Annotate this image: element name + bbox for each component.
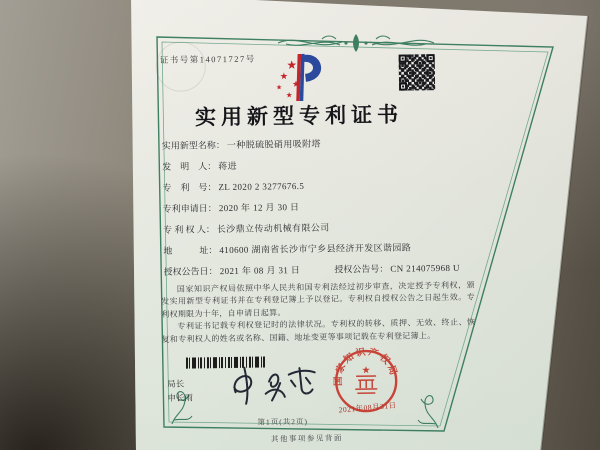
director-title: 局长 — [167, 378, 185, 389]
qr-finder-icon — [399, 54, 407, 62]
field-value: ZL 2020 2 3277676.5 — [218, 180, 305, 192]
field-label: 专 利 号： — [162, 182, 217, 193]
national-emblem-icon — [355, 366, 377, 393]
field-label: 发 明 人： — [162, 161, 217, 172]
logo-p-bowl — [304, 55, 321, 82]
field-value: 410600 湖南省长沙市宁乡县经济开发区谐园路 — [219, 242, 412, 256]
field-value: 2020 年 12 月 30 日 — [218, 202, 300, 214]
field-label: 专利申请日： — [162, 203, 217, 214]
director-name: 申长雨 — [167, 392, 193, 403]
footer-note: 其他事项参见背面 — [270, 433, 344, 444]
field-label: 实用新型名称： — [161, 140, 225, 151]
grant-date-label: 授权公告日： — [163, 266, 218, 277]
director-signature — [224, 360, 322, 409]
legal-paragraph: 专利证书记载专利权登记时的法律状况。专利权的转移、质押、无效、终止、恢复和专利权人的姓名或名称、国籍、地址变更等事项记载在专利登记簿上。 — [161, 317, 476, 344]
seal-org-text: 国家知识产权局 — [334, 347, 399, 387]
grant-no-label: 授权公告号： — [334, 263, 389, 275]
field-value: 长沙鼎立传动机械有限公司 — [216, 222, 330, 235]
certificate-title: 实用新型专利证书 — [194, 102, 404, 130]
page-indicator: 第1页(共2页) — [257, 416, 309, 427]
qr-finder-icon — [399, 82, 407, 90]
field-value: 一种脱硫脱硝用吸附塔 — [226, 138, 321, 151]
legal-paragraph: 国家知识产权局依照中华人民共和国专利法经过初步审查，决定授予专利权，颁发实用新型专利证书并在专利登记簿上予以登记。专利权自授权公告之日起生效。专利权期限为十年，自申请日起算。 — [160, 280, 476, 319]
legal-text-block — [161, 280, 476, 348]
field-label: 专 利 权 人： — [162, 224, 215, 235]
qr-code — [399, 54, 435, 90]
qr-finder-icon — [427, 54, 435, 62]
field-value: 蒋进 — [218, 160, 238, 172]
grant-no-value: CN 214075968 U — [390, 262, 460, 274]
field-label: 地 址： — [163, 245, 218, 256]
seal-date: 2021年08月31日 — [338, 400, 397, 415]
grant-date-value: 2021 年 08 月 31 日 — [219, 265, 301, 277]
embossed-seal-ghost — [155, 41, 206, 92]
certificate-number: 证书号第14071727号 — [159, 53, 256, 65]
cnipa-patent-logo — [269, 49, 328, 106]
logo-stars — [276, 60, 299, 97]
grant-row — [163, 257, 468, 282]
field-list — [162, 131, 469, 282]
